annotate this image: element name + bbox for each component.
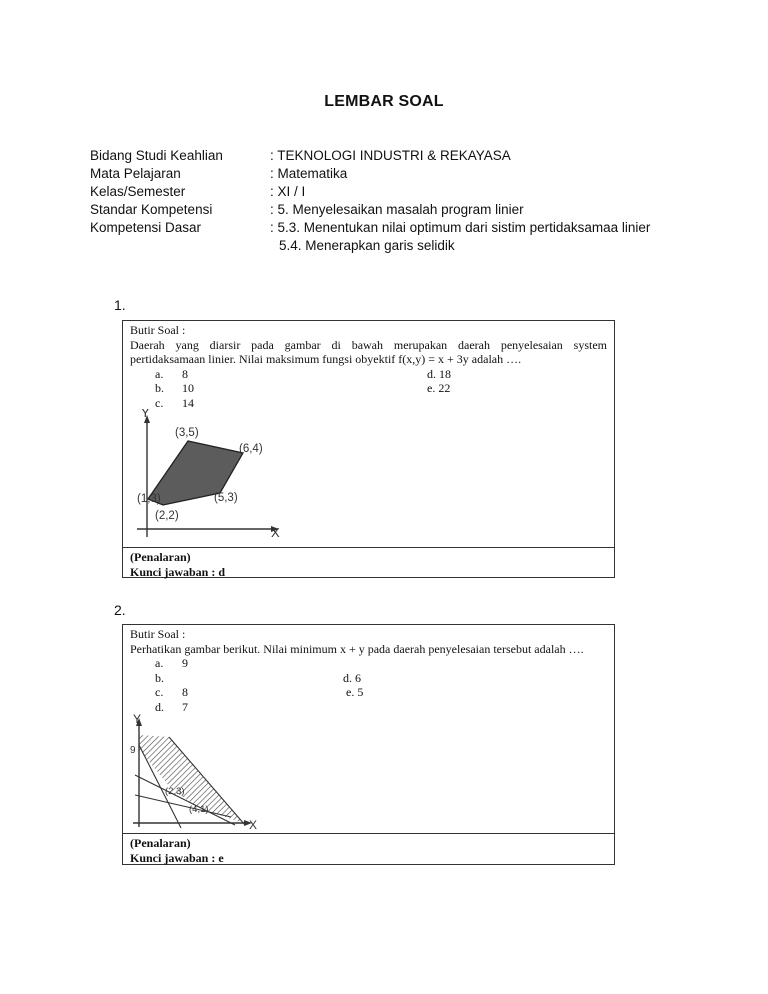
option-letter: b. [155, 670, 164, 685]
question-text: Daerah yang diarsir pada gambar di bawah merupakan daerah penyelesaian system [130, 337, 607, 352]
option-letter: c. [155, 395, 164, 410]
option-row [130, 381, 607, 396]
question-text: pertidaksamaan linier. Nilai maksimum fungsi obyektif f(x,y) = x + 3y adalah …. [130, 352, 522, 366]
question-number: 2. [114, 602, 126, 618]
meta-value: : TEKNOLOGI INDUSTRI & REKAYASA [270, 148, 511, 163]
question-category: (Penalaran) [130, 836, 191, 850]
point-label: (5,3) [214, 492, 238, 504]
meta-continuation: 5.4. Menerapkan garis selidik [279, 238, 455, 253]
page-title: LEMBAR SOAL [324, 93, 444, 110]
point-label: (4,1) [189, 804, 209, 815]
option-d: d. 6 [343, 670, 361, 685]
x-axis-label: X [271, 525, 280, 540]
answer-key: Kunci jawaban : d [130, 564, 226, 579]
meta-row [90, 147, 650, 165]
option-value: 14 [182, 395, 194, 410]
point-label: (6,4) [239, 443, 263, 455]
y-tick-label: 9 [130, 745, 136, 756]
question-box-2 [122, 624, 615, 865]
option-letter: a. [155, 656, 164, 670]
meta-value: : XI / I [270, 184, 306, 199]
meta-label: Kelas/Semester [90, 184, 186, 199]
option-letter: d. [155, 699, 164, 714]
option-row [130, 700, 607, 715]
feasible-region-graph-2 [125, 713, 275, 829]
document-meta [90, 147, 650, 255]
question-box-1 [122, 320, 615, 578]
option-letter: b. [155, 381, 164, 395]
point-label: (2,2) [155, 510, 179, 522]
option-e: e. 5 [346, 685, 364, 699]
meta-label: Bidang Studi Keahlian [90, 148, 223, 163]
y-axis-label: Y [141, 409, 150, 420]
question-footer [123, 547, 614, 582]
question-category: (Penalaran) [130, 550, 191, 564]
meta-value: : 5.3. Menentukan nilai optimum dari sistim pertidaksamaa linier [270, 220, 651, 235]
question-number: 1. [114, 297, 126, 313]
option-row [130, 396, 607, 411]
option-row [130, 367, 607, 382]
meta-row [90, 219, 650, 237]
option-value: 10 [182, 381, 194, 395]
meta-label: Mata Pelajaran [90, 166, 181, 181]
question-header: Butir Soal : [130, 323, 186, 337]
y-axis-label: Y [133, 713, 142, 726]
option-value: 8 [182, 685, 188, 699]
option-letter: c. [155, 685, 164, 699]
meta-row [90, 201, 650, 219]
feasible-region-graph-1 [125, 409, 285, 544]
option-value: 7 [182, 699, 188, 714]
option-value: 9 [182, 656, 188, 670]
point-label: (1,3) [137, 493, 161, 505]
meta-value: : Matematika [270, 166, 348, 181]
x-axis-label: X [249, 818, 258, 829]
point-label: (2,3) [165, 786, 185, 797]
answer-key: Kunci jawaban : e [130, 850, 224, 865]
meta-row-continuation [90, 237, 650, 255]
point-label: (3,5) [175, 427, 199, 439]
question-footer [123, 833, 614, 868]
option-e: e. 22 [427, 381, 451, 395]
option-letter: a. [155, 366, 164, 381]
meta-label: Kompetensi Dasar [90, 220, 202, 235]
option-d: d. 18 [427, 366, 451, 381]
meta-value: : 5. Menyelesaikan masalah program linier [270, 202, 524, 217]
option-row [130, 685, 607, 700]
option-value: 8 [182, 366, 188, 381]
meta-label: Standar Kompetensi [90, 202, 213, 217]
meta-row [90, 165, 650, 183]
meta-row [90, 183, 650, 201]
option-row [130, 656, 607, 671]
question-header: Butir Soal : [130, 627, 186, 641]
option-row [130, 671, 607, 686]
question-text: Perhatikan gambar berikut. Nilai minimum x + y pada daerah penyelesaian tersebut adalah …. [130, 641, 584, 656]
